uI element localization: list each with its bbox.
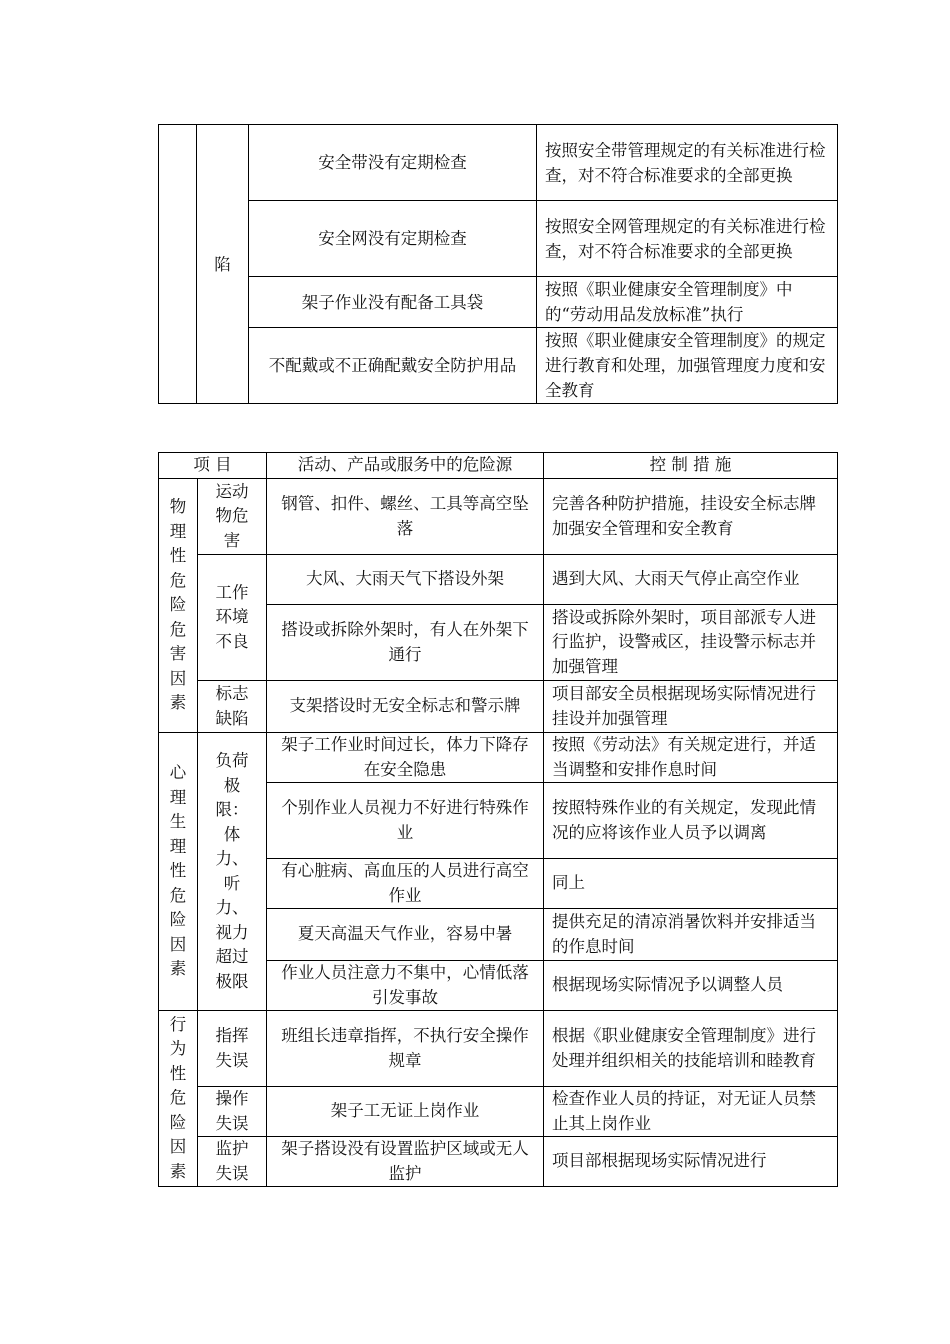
measure-cell: 按照特殊作业的有关规定，发现此情况的应将该作业人员予以调离: [544, 783, 838, 859]
header-hazard: 活动、产品或服务中的危险源: [267, 453, 544, 479]
group-label-physical: 物理性危险危害因素: [159, 479, 198, 733]
measure-cell: 检查作业人员的持证，对无证人员禁止其上岗作业: [544, 1087, 838, 1137]
hazard-cell: 搭设或拆除外架时，有人在外架下通行: [267, 605, 544, 681]
hazard-cell: 架子工无证上岗作业: [267, 1087, 544, 1137]
hazard-cell: 大风、大雨天气下搭设外架: [267, 555, 544, 605]
group-label-psychological: 心理生理性危险因素: [159, 733, 198, 1011]
measure-cell: 按照安全网管理规定的有关标准进行检查，对不符合标准要求的全部更换: [537, 201, 838, 277]
measure-cell: 项目部安全员根据现场实际情况进行挂设并加强管理: [544, 681, 838, 733]
hazard-cell: 个别作业人员视力不好进行特殊作业: [267, 783, 544, 859]
hazard-cell: 钢管、扣件、螺丝、工具等高空坠落: [267, 479, 544, 555]
sub-label: 负荷极限：体力、听力、视力超过极限: [198, 733, 267, 1011]
hazard-cell: 作业人员注意力不集中，心情低落引发事故: [267, 961, 544, 1011]
group-label-cell: [159, 125, 197, 404]
sub-label: 操作失误: [198, 1087, 267, 1137]
sub-label-cell: 陷: [197, 125, 249, 404]
measure-cell: 项目部根据现场实际情况进行: [544, 1137, 838, 1187]
hazard-cell: 夏天高温天气作业，容易中暑: [267, 909, 544, 961]
hazard-table-continued: [158, 124, 838, 404]
measure-cell: 根据《职业健康安全管理制度》进行处理并组织相关的技能培训和睦教育: [544, 1011, 838, 1087]
measure-cell: 按照安全带管理规定的有关标准进行检查，对不符合标准要求的全部更换: [537, 125, 838, 201]
sub-label: 标志缺陷: [198, 681, 267, 733]
group-label-behavioral: 行为性危险因素: [159, 1011, 198, 1187]
measure-cell: 搭设或拆除外架时，项目部派专人进行监护，设警戒区，挂设警示标志并加强管理: [544, 605, 838, 681]
hazard-cell: 安全网没有定期检查: [249, 201, 537, 277]
header-measure: 控 制 措 施: [544, 453, 838, 479]
sub-label: 指挥失误: [198, 1011, 267, 1087]
measure-cell: 提供充足的清凉消暑饮料并安排适当的作息时间: [544, 909, 838, 961]
hazard-cell: 班组长违章指挥，不执行安全操作规章: [267, 1011, 544, 1087]
measure-cell: 按照《职业健康安全管理制度》的规定进行教育和处理，加强管理度力度和安全教育: [537, 328, 838, 404]
hazard-cell: 不配戴或不正确配戴安全防护用品: [249, 328, 537, 404]
measure-cell: 遇到大风、大雨天气停止高空作业: [544, 555, 838, 605]
hazard-cell: 架子搭设没有设置监护区域或无人监护: [267, 1137, 544, 1187]
hazard-control-table: [158, 452, 838, 1187]
measure-cell: 完善各种防护措施，挂设安全标志牌加强安全管理和安全教育: [544, 479, 838, 555]
measure-cell: 同上: [544, 859, 838, 909]
hazard-cell: 架子工作业时间过长，体力下降存在安全隐患: [267, 733, 544, 783]
hazard-cell: 安全带没有定期检查: [249, 125, 537, 201]
measure-cell: 根据现场实际情况予以调整人员: [544, 961, 838, 1011]
sub-label: 监护失误: [198, 1137, 267, 1187]
measure-cell: 按照《职业健康安全管理制度》中的“劳动用品发放标准”执行: [537, 277, 838, 328]
sub-label: 运动物危害: [198, 479, 267, 555]
hazard-cell: 架子作业没有配备工具袋: [249, 277, 537, 328]
header-item: 项 目: [159, 453, 267, 479]
hazard-cell: 有心脏病、高血压的人员进行高空作业: [267, 859, 544, 909]
measure-cell: 按照《劳动法》有关规定进行，并适当调整和安排作息时间: [544, 733, 838, 783]
hazard-cell: 支架搭设时无安全标志和警示牌: [267, 681, 544, 733]
sub-label: 工作环境不良: [198, 555, 267, 681]
